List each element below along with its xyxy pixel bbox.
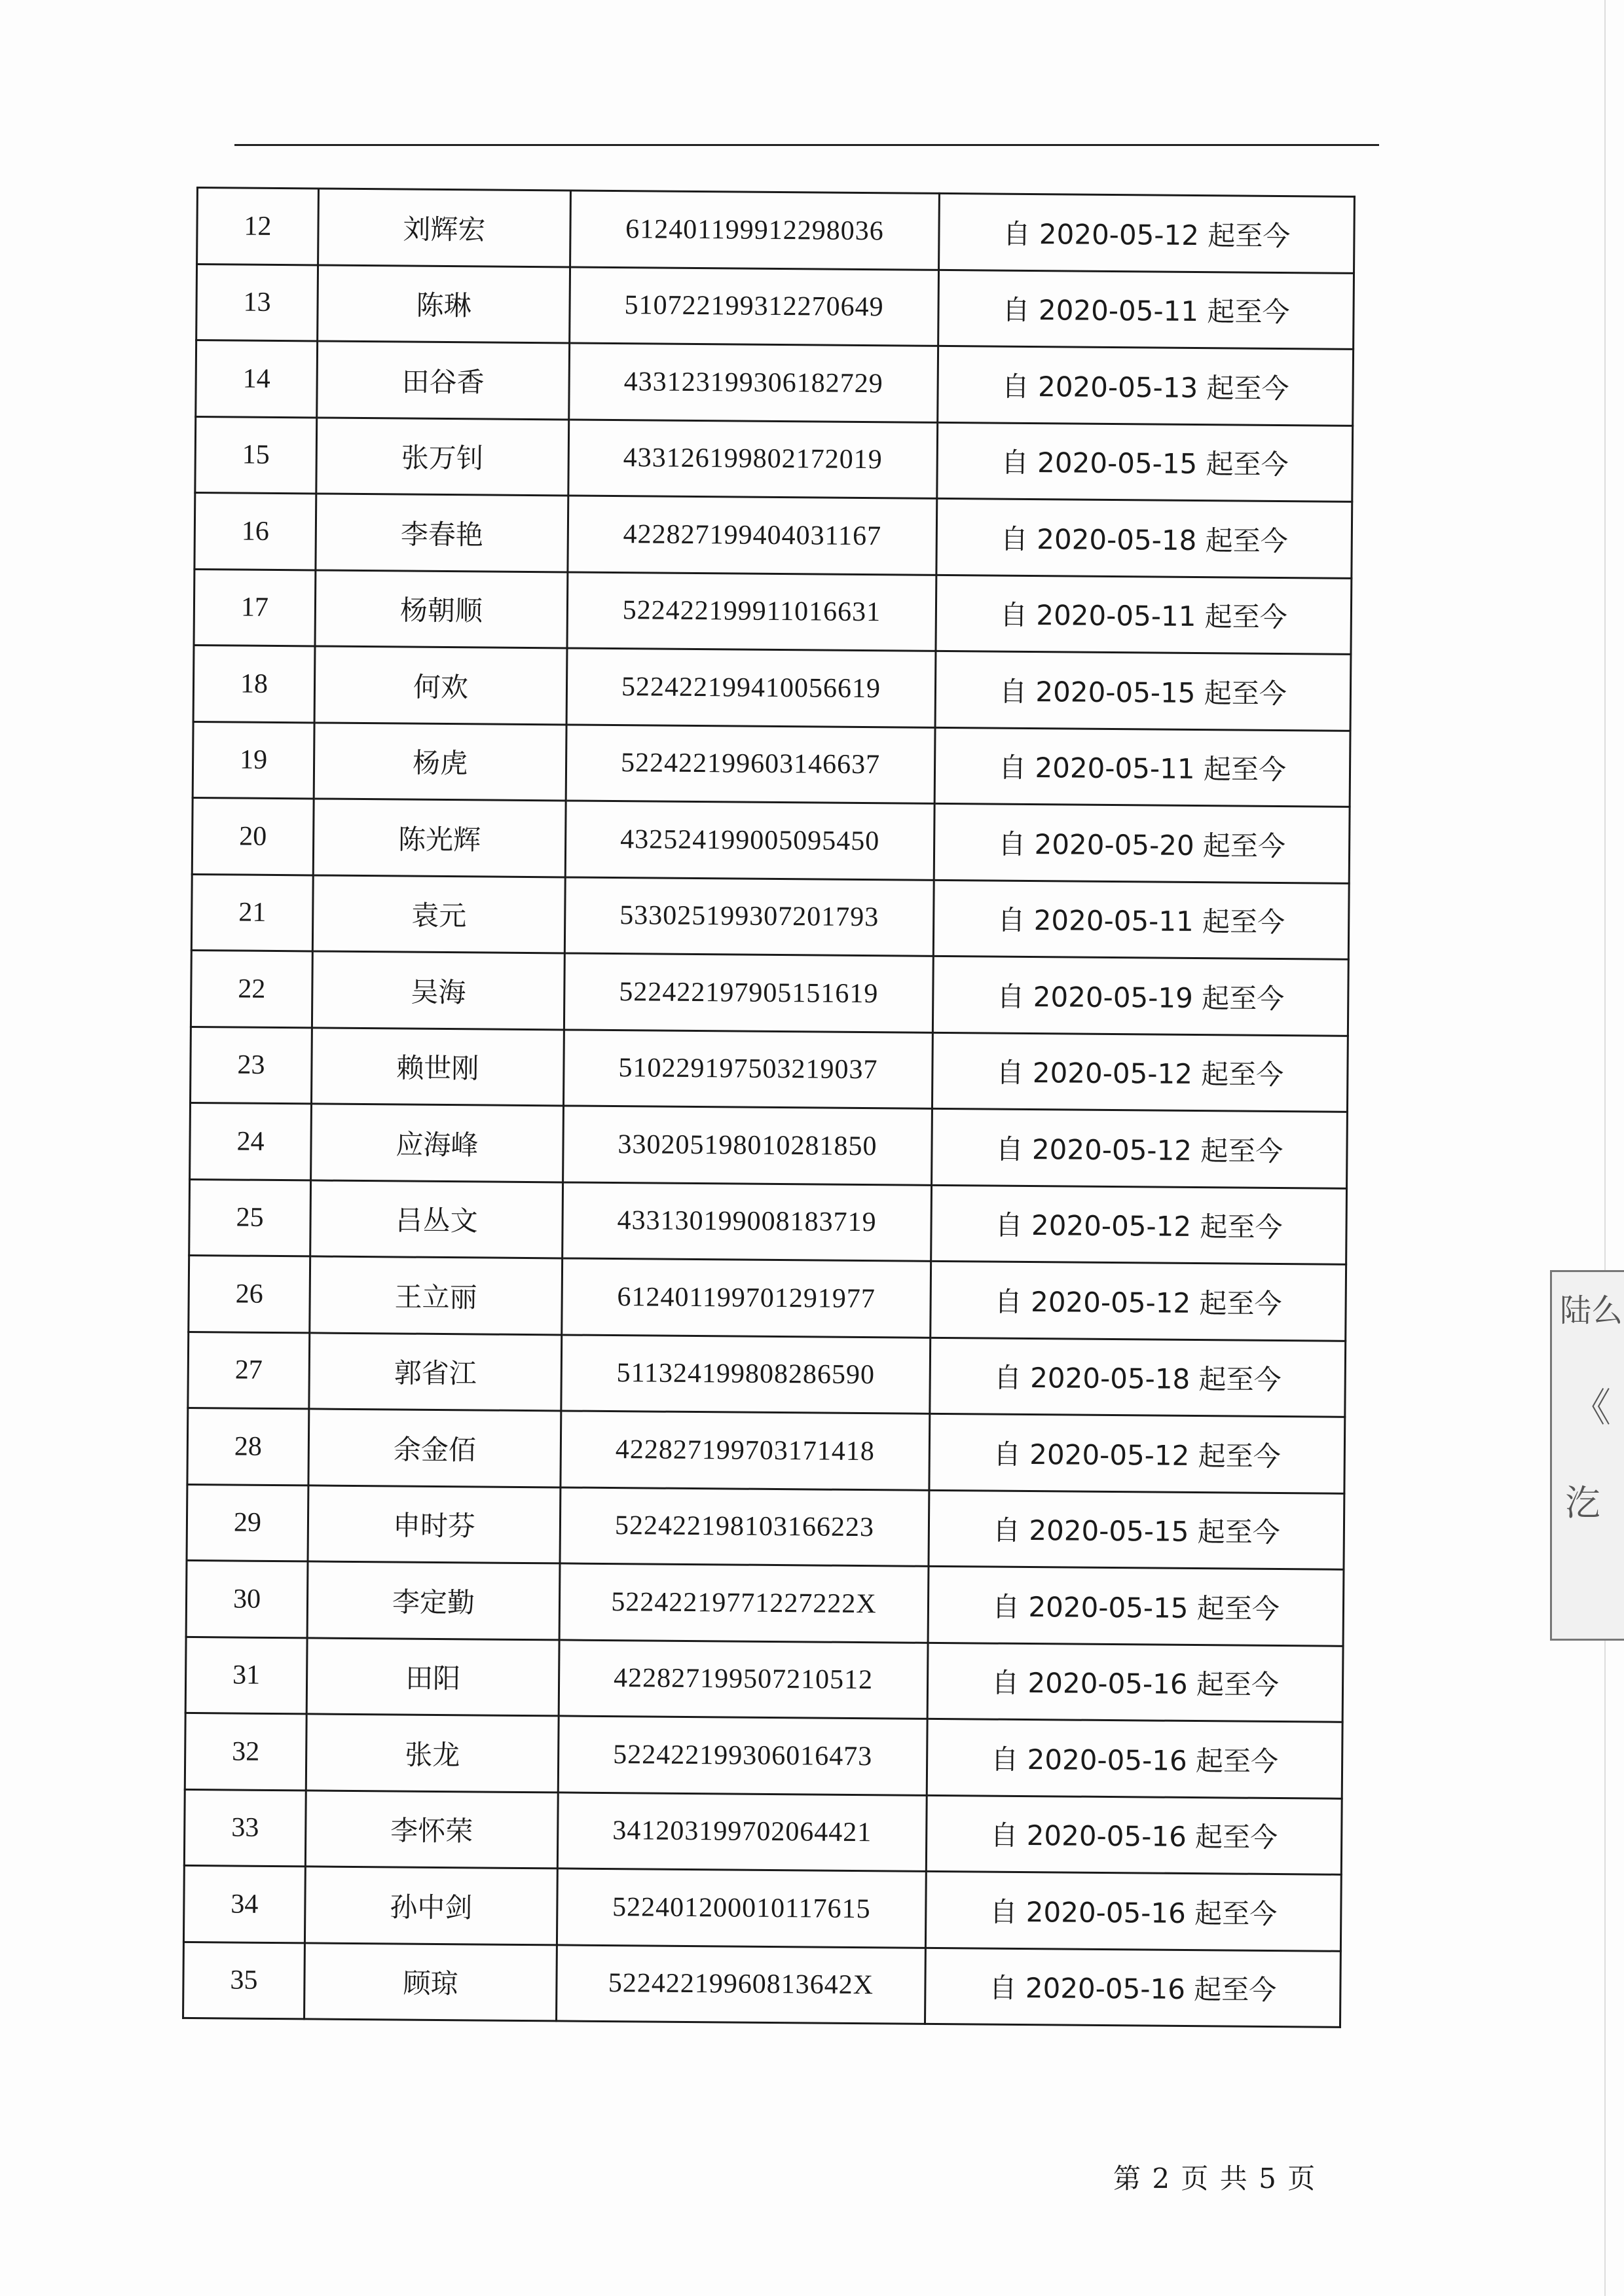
- name-cell: 田谷香: [317, 341, 570, 420]
- id-number-cell: 433126199802172019: [568, 419, 938, 498]
- table-row: [189, 1179, 1347, 1264]
- roster-table-container: [182, 187, 1356, 2028]
- table-row: [196, 264, 1354, 349]
- table-row: [185, 1637, 1343, 1722]
- name-cell: 郭省江: [309, 1332, 562, 1411]
- id-number-cell: 522422199911016631: [567, 572, 936, 651]
- table-row: [194, 569, 1352, 654]
- id-number-cell: 341203199702064421: [557, 1792, 927, 1871]
- table-row: [183, 1865, 1341, 1950]
- name-cell: 李定勤: [307, 1561, 560, 1640]
- header-rule: [234, 144, 1379, 146]
- row-number-cell: 33: [184, 1789, 306, 1867]
- row-number-cell: 31: [185, 1637, 307, 1714]
- period-cell: 自 2020-05-11 起至今: [938, 270, 1354, 349]
- period-cell: 自 2020-05-18 起至今: [930, 1338, 1346, 1417]
- id-number-cell: 433130199008183719: [563, 1182, 932, 1261]
- roster-table-body: [183, 188, 1355, 2028]
- id-number-cell: 52242219960813642X: [557, 1944, 926, 2024]
- period-cell: 自 2020-05-15 起至今: [937, 422, 1353, 501]
- name-cell: 杨朝顺: [315, 570, 568, 648]
- id-number-cell: 432524199005095450: [565, 801, 934, 880]
- row-number-cell: 13: [196, 264, 318, 341]
- table-row: [193, 721, 1350, 807]
- name-cell: 申时芬: [308, 1485, 561, 1563]
- name-cell: 何欢: [314, 646, 567, 725]
- id-number-cell: 422827199404031167: [568, 496, 937, 575]
- period-cell: 自 2020-05-13 起至今: [938, 346, 1354, 425]
- table-row: [188, 1332, 1346, 1417]
- edge-mark: 汔: [1565, 1482, 1600, 1523]
- period-cell: 自 2020-05-19 起至今: [932, 956, 1348, 1035]
- adjacent-page-edge: [1550, 1270, 1624, 1641]
- row-number-cell: 22: [191, 950, 312, 1027]
- table-row: [197, 188, 1355, 273]
- period-cell: 自 2020-05-16 起至今: [927, 1643, 1343, 1722]
- row-number-cell: 18: [193, 645, 315, 722]
- id-number-cell: 522422199306016473: [558, 1716, 927, 1795]
- period-cell: 自 2020-05-12 起至今: [931, 1185, 1347, 1264]
- id-number-cell: 522422198103166223: [560, 1487, 929, 1566]
- name-cell: 吕丛文: [310, 1180, 563, 1258]
- page-footer: 第 2 页 共 5 页: [1113, 2162, 1317, 2195]
- id-number-cell: 522422199410056619: [566, 648, 936, 727]
- table-row: [186, 1560, 1344, 1645]
- roster-table: [182, 187, 1356, 2028]
- table-row: [185, 1713, 1342, 1798]
- period-cell: 自 2020-05-15 起至今: [928, 1566, 1344, 1645]
- table-row: [195, 416, 1353, 501]
- row-number-cell: 28: [187, 1408, 309, 1485]
- period-cell: 自 2020-05-16 起至今: [927, 1719, 1342, 1798]
- name-cell: 余金佰: [308, 1409, 561, 1487]
- period-cell: 自 2020-05-18 起至今: [936, 498, 1352, 577]
- name-cell: 孙中剑: [304, 1867, 557, 1945]
- id-number-cell: 422827199703171418: [561, 1411, 930, 1490]
- row-number-cell: 26: [189, 1255, 310, 1332]
- row-number-cell: 23: [191, 1027, 312, 1104]
- name-cell: 王立丽: [310, 1256, 563, 1335]
- table-row: [187, 1484, 1344, 1569]
- id-number-cell: 612401199912298036: [570, 191, 940, 270]
- table-row: [190, 1102, 1348, 1188]
- name-cell: 陈琳: [318, 264, 570, 343]
- name-cell: 袁元: [312, 875, 565, 953]
- row-number-cell: 30: [186, 1560, 308, 1637]
- name-cell: 应海峰: [311, 1104, 564, 1182]
- row-number-cell: 27: [188, 1332, 310, 1409]
- table-row: [184, 1789, 1342, 1874]
- edge-mark: 陆么: [1560, 1292, 1623, 1329]
- period-cell: 自 2020-05-11 起至今: [933, 880, 1349, 959]
- id-number-cell: 422827199507210512: [559, 1639, 928, 1719]
- name-cell: 李怀荣: [305, 1790, 558, 1868]
- id-number-cell: 612401199701291977: [562, 1258, 931, 1338]
- period-cell: 自 2020-05-12 起至今: [932, 1108, 1348, 1188]
- period-cell: 自 2020-05-16 起至今: [925, 1871, 1341, 1950]
- name-cell: 吴海: [312, 951, 564, 1030]
- period-cell: 自 2020-05-20 起至今: [934, 803, 1350, 883]
- period-cell: 自 2020-05-15 起至今: [929, 1490, 1344, 1569]
- table-row: [196, 340, 1354, 426]
- row-number-cell: 35: [183, 1942, 305, 2019]
- row-number-cell: 34: [183, 1865, 305, 1942]
- period-cell: 自 2020-05-12 起至今: [939, 193, 1355, 272]
- table-row: [191, 1027, 1348, 1112]
- table-row: [191, 950, 1348, 1035]
- row-number-cell: 16: [194, 492, 316, 570]
- id-number-cell: 511324199808286590: [561, 1334, 931, 1413]
- name-cell: 张万钊: [316, 417, 569, 496]
- id-number-cell: 433123199306182729: [569, 343, 938, 422]
- id-number-cell: 510722199312270649: [570, 266, 939, 346]
- name-cell: 刘辉宏: [318, 189, 571, 267]
- period-cell: 自 2020-05-11 起至今: [936, 575, 1352, 654]
- edge-mark: 《: [1572, 1385, 1611, 1431]
- row-number-cell: 24: [190, 1102, 312, 1180]
- period-cell: 自 2020-05-16 起至今: [926, 1795, 1342, 1874]
- table-row: [189, 1255, 1346, 1340]
- row-number-cell: 12: [197, 188, 319, 265]
- name-cell: 李春艳: [316, 494, 568, 572]
- table-row: [193, 645, 1351, 730]
- row-number-cell: 32: [185, 1713, 306, 1790]
- id-number-cell: 330205198010281850: [563, 1106, 932, 1185]
- scan-edge-line: [1604, 0, 1606, 2296]
- row-number-cell: 19: [193, 721, 314, 799]
- row-number-cell: 20: [192, 797, 314, 875]
- id-number-cell: 510229197503219037: [563, 1029, 932, 1108]
- table-row: [194, 492, 1352, 577]
- name-cell: 陈光辉: [313, 799, 566, 877]
- table-row: [192, 797, 1350, 883]
- table-row: [183, 1942, 1341, 2027]
- row-number-cell: 17: [194, 569, 316, 646]
- period-cell: 自 2020-05-12 起至今: [932, 1032, 1348, 1112]
- name-cell: 杨虎: [314, 722, 566, 801]
- period-cell: 自 2020-05-12 起至今: [931, 1261, 1346, 1340]
- period-cell: 自 2020-05-12 起至今: [929, 1413, 1345, 1493]
- name-cell: 田阳: [306, 1637, 559, 1716]
- row-number-cell: 25: [189, 1179, 311, 1256]
- id-number-cell: 522401200010117615: [557, 1868, 926, 1948]
- row-number-cell: 21: [191, 874, 313, 951]
- table-row: [191, 874, 1349, 959]
- period-cell: 自 2020-05-11 起至今: [934, 727, 1350, 807]
- name-cell: 赖世刚: [312, 1027, 564, 1106]
- table-row: [187, 1408, 1345, 1493]
- id-number-cell: 533025199307201793: [564, 877, 934, 956]
- row-number-cell: 15: [195, 416, 317, 494]
- row-number-cell: 29: [187, 1484, 308, 1561]
- name-cell: 顾琼: [304, 1942, 557, 2021]
- period-cell: 自 2020-05-16 起至今: [925, 1948, 1340, 2027]
- id-number-cell: 522422199603146637: [566, 724, 935, 803]
- name-cell: 张龙: [306, 1714, 559, 1793]
- id-number-cell: 522422197905151619: [564, 953, 933, 1032]
- period-cell: 自 2020-05-15 起至今: [935, 651, 1351, 730]
- id-number-cell: 52242219771227222X: [559, 1563, 929, 1643]
- row-number-cell: 14: [196, 340, 318, 418]
